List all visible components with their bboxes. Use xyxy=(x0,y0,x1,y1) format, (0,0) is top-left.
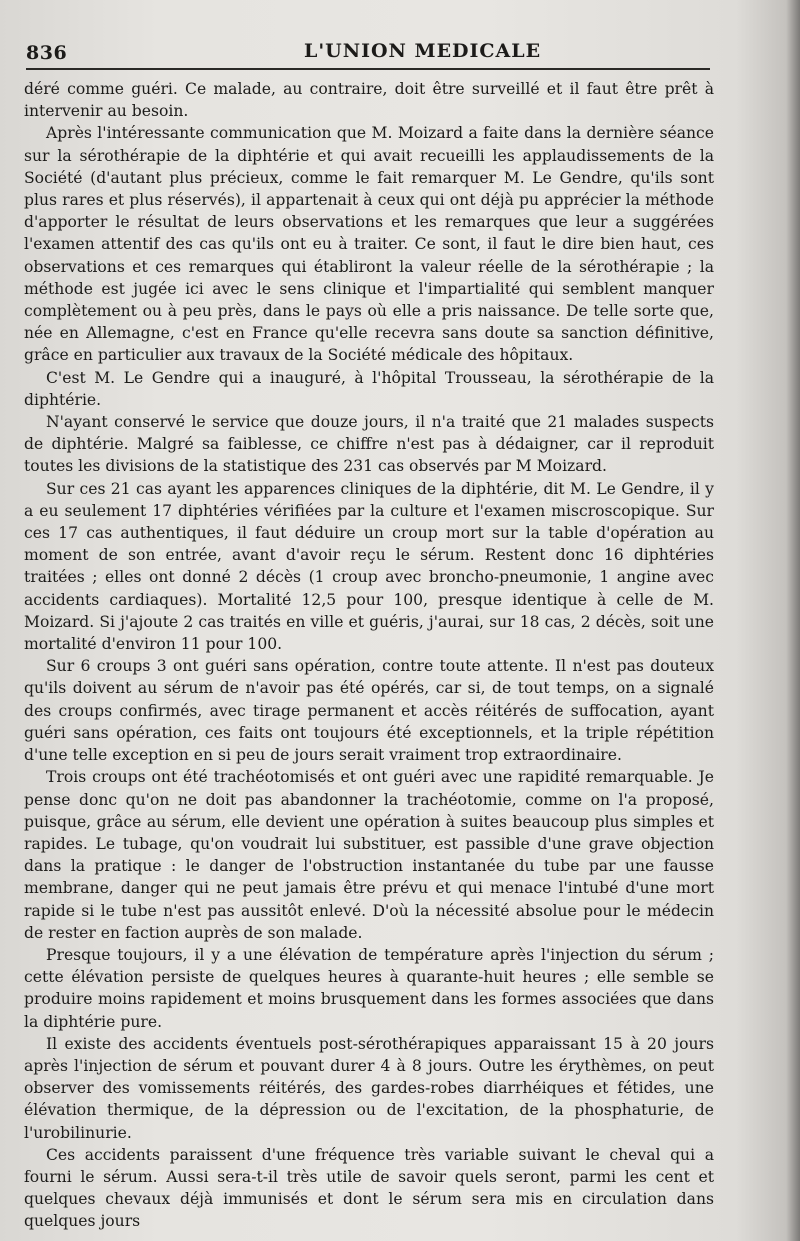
header-rule xyxy=(26,68,710,70)
paragraph: Ces accidents paraissent d'une fréquence très variable suivant le cheval qui a fourni le sérum. Aussi sera-t-il très utile de savoir quels seront, parmi les cent et quelques chevaux déjà immunisés et dont le sérum sera mis en circulation dans quelques jours xyxy=(24,1145,714,1231)
page-header xyxy=(26,38,716,68)
paragraph-continuation: déré comme guéri. Ce malade, au contraire, doit être surveillé et il faut être prêt à intervenir au besoin. xyxy=(24,80,714,121)
paragraph: Sur ces 21 cas ayant les apparences cliniques de la diphtérie, dit M. Le Gendre, il y a eu seulement 17 diphtéries vérifiées par la culture et l'examen miscroscopique. Sur ces 17 cas authentiques, il faut déduire un croup mort sur la table d'opération au moment de son entrée, avant d'avoir reçu le sérum. Restent donc 16 diphtéries traitées ; elles ont donné 2 décès (1 croup avec broncho-pneumonie, 1 angine avec accidents cardiaques). Mortalité 12,5 pour 100, presque identique à celle de M. Moizard. Si j'ajoute 2 cas traités en ville et guéris, j'aurai, sur 18 cas, 2 décès, soit une mortalité d'environ 11 pour 100. xyxy=(24,479,714,654)
paragraph: Presque toujours, il y a une élévation de température après l'injection du sérum ; cette élévation persiste de quelques heures à quarante-huit heures ; elle semble se produire moins rapidement et moins brusquement dans les formes associées que dans la diphtérie pure. xyxy=(24,945,714,1031)
page-number: 836 xyxy=(26,42,68,64)
paragraph: Il existe des accidents éventuels post-sérothérapiques apparaissant 15 à 20 jours après l'injection de sérum et pouvant durer 4 à 8 jours. Outre les érythèmes, on peut observer des vomissements réitérés, des gardes-robes diarrhéiques et fétides, une élévation thermique, de la dépression ou de l'excitation, de la phosphaturie, de l'urobilinurie. xyxy=(24,1034,714,1142)
paragraph: Trois croups ont été trachéotomisés et ont guéri avec une rapidité remarquable. Je pense donc qu'on ne doit pas abandonner la trachéotomie, comme on l'a proposé, puisque, grâce au sérum, elle devient une opération à suites beaucoup plus simples et rapides. Le tubage, qu'on voudrait lui substituer, est passible d'une grave objection dans la pratique : le danger de l'obstruction instantanée du tube par une fausse membrane, danger qui ne peut jamais être prévu et qui menace l'intubé d'une mort rapide si le tube n'est pas aussitôt enlevé. D'où la nécessité absolue pour le médecin de rester en faction auprès de son malade. xyxy=(24,768,714,942)
paragraph: C'est M. Le Gendre qui a inauguré, à l'hôpital Trousseau, la sérothérapie de la diphtérie. xyxy=(24,368,714,409)
running-title: L'UNION MEDICALE xyxy=(304,40,542,62)
paragraph: N'ayant conservé le service que douze jours, il n'a traité que 21 malades suspects de diphtérie. Malgré sa faiblesse, ce chiffre n'est pas à dédaigner, car il reproduit toutes les divisions de la statistique des 231 cas observés par M Moizard. xyxy=(24,413,714,476)
paragraph: Sur 6 croups 3 ont guéri sans opération, contre toute attente. Il n'est pas douteux qu'ils doivent au sérum de n'avoir pas été opérés, car si, de tout temps, on a signalé des croups confirmés, avec tirage permanent et accès réitérés de suffocation, ayant guéri sans opération, ces faits ont toujours été exceptionnels, et la triple répétition d'une telle exception en si peu de jours serait vraiment trop extraordinaire. xyxy=(24,657,714,765)
body-text xyxy=(24,78,714,1233)
paragraph: Après l'intéressante communication que M. Moizard a faite dans la dernière séance sur la sérothérapie de la diphtérie et qui avait recueilli les applaudissements de la Société (d'autant plus précieux, comme le fait remarquer M. Le Gendre, qu'ils sont plus rares et plus réservés), il appartenait à ceux qui ont déjà pu apprécier la méthode d'apporter le résultat de leurs observations et les remarques que leur a suggérées l'examen attentif des cas qu'ils ont eu à traiter. Ce sont, il faut le dire bien haut, ces observations et ces remarques qui établiront la valeur réelle de la sérothérapie ; la méthode est jugée ici avec le sens clinique et l'impartialité qui semblent manquer complètement ou à peu près, dans le pays où elle a pris naissance. De telle sorte que, née en Allemagne, c'est en France qu'elle recevra sans doute sa sanction définitive, grâce en particulier aux travaux de la Société médicale des hôpitaux. xyxy=(24,124,714,365)
